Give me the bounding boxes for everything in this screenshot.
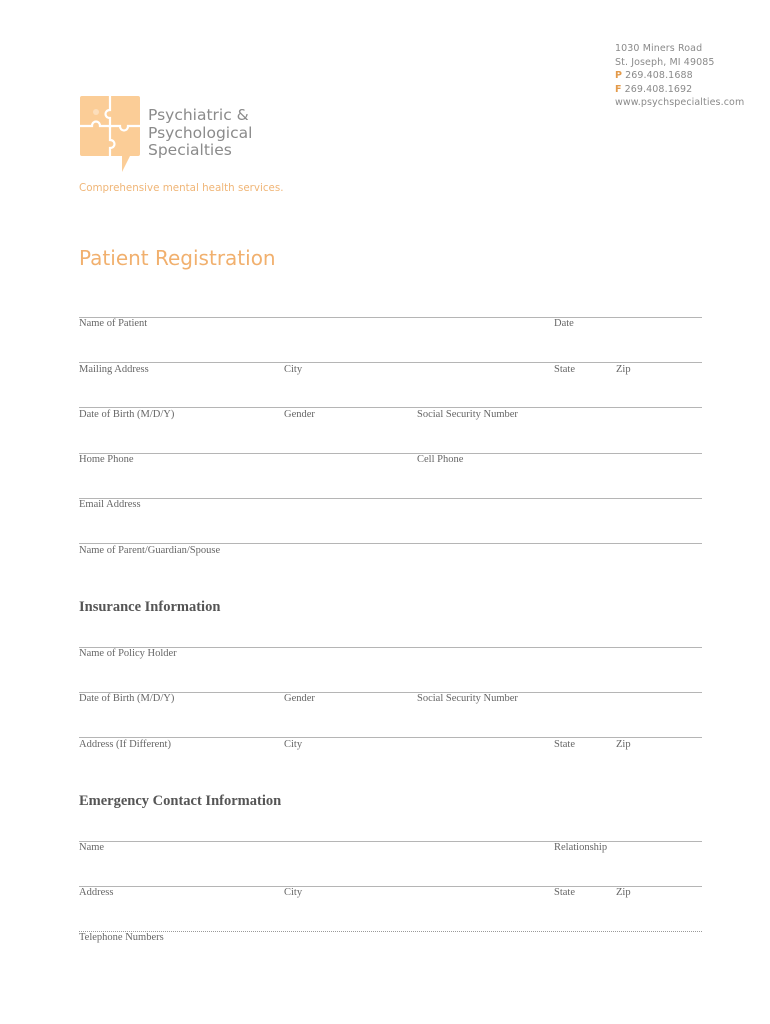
label-date: Date (554, 318, 574, 329)
label-zip: Zip (616, 364, 631, 375)
label-email-address: Email Address (79, 499, 141, 510)
label-home-phone: Home Phone (79, 454, 134, 465)
label-telephone-numbers: Telephone Numbers (79, 932, 164, 943)
label-emergency-state: State (554, 887, 575, 898)
label-insured-gender: Gender (284, 693, 315, 704)
label-city: City (284, 364, 303, 375)
field-rule (79, 317, 702, 318)
brand-line-2: Psychological (148, 123, 253, 142)
label-emergency-name: Name (79, 842, 105, 853)
label-relationship: Relationship (554, 842, 608, 853)
field-rule (79, 841, 702, 842)
label-gender: Gender (284, 409, 315, 420)
label-state: State (554, 364, 575, 375)
label-mailing-address: Mailing Address (79, 364, 149, 375)
field-rule (79, 737, 702, 738)
address-line-1: 1030 Miners Road (615, 43, 703, 54)
label-name-of-patient: Name of Patient (79, 318, 148, 329)
website-link[interactable]: www.psychspecialties.com (615, 97, 745, 109)
phone-line (615, 69, 744, 83)
emergency-section-title: Emergency Contact Information (79, 793, 282, 809)
label-emergency-zip: Zip (616, 887, 631, 898)
field-rule (79, 362, 702, 363)
label-policy-holder: Name of Policy Holder (79, 648, 177, 659)
page-title: Patient Registration (79, 246, 276, 270)
label-cell-phone: Cell Phone (417, 454, 464, 465)
brand-line-3: Specialties (148, 141, 232, 159)
label-insured-date-of-birth: Date of Birth (M/D/Y) (79, 693, 175, 704)
fax-line (615, 83, 744, 97)
field-rule (79, 886, 702, 887)
label-parent-guardian-spouse: Name of Parent/Guardian/Spouse (79, 545, 221, 556)
fax-number: 269.408.1692 (624, 83, 693, 95)
label-insured-city: City (284, 739, 303, 750)
insurance-section-title: Insurance Information (79, 599, 221, 615)
label-social-security-number: Social Security Number (417, 409, 518, 420)
phone-prefix: P (615, 70, 623, 82)
brand-line-1: Psychiatric & (148, 106, 249, 124)
label-emergency-city: City (284, 887, 303, 898)
tagline: Comprehensive mental health services. (79, 182, 284, 194)
label-insured-ssn: Social Security Number (417, 693, 518, 704)
address-line-2: St. Joseph, MI 49085 (615, 56, 715, 68)
label-emergency-address: Address (79, 887, 114, 898)
puzzle-speech-bubble-logo-icon (78, 94, 142, 176)
label-insured-address: Address (If Different) (79, 739, 171, 750)
field-rule (79, 453, 702, 454)
label-insured-state: State (554, 739, 575, 750)
fax-prefix: F (615, 83, 622, 95)
practice-address-block (615, 42, 744, 110)
field-rule (79, 407, 702, 408)
label-insured-zip: Zip (616, 739, 631, 750)
phone-number: 269.408.1688 (625, 70, 693, 82)
field-rule (79, 543, 702, 544)
field-rule (79, 931, 702, 932)
practice-brand-name (148, 107, 252, 160)
label-date-of-birth: Date of Birth (M/D/Y) (79, 409, 175, 420)
field-rule (79, 498, 702, 499)
